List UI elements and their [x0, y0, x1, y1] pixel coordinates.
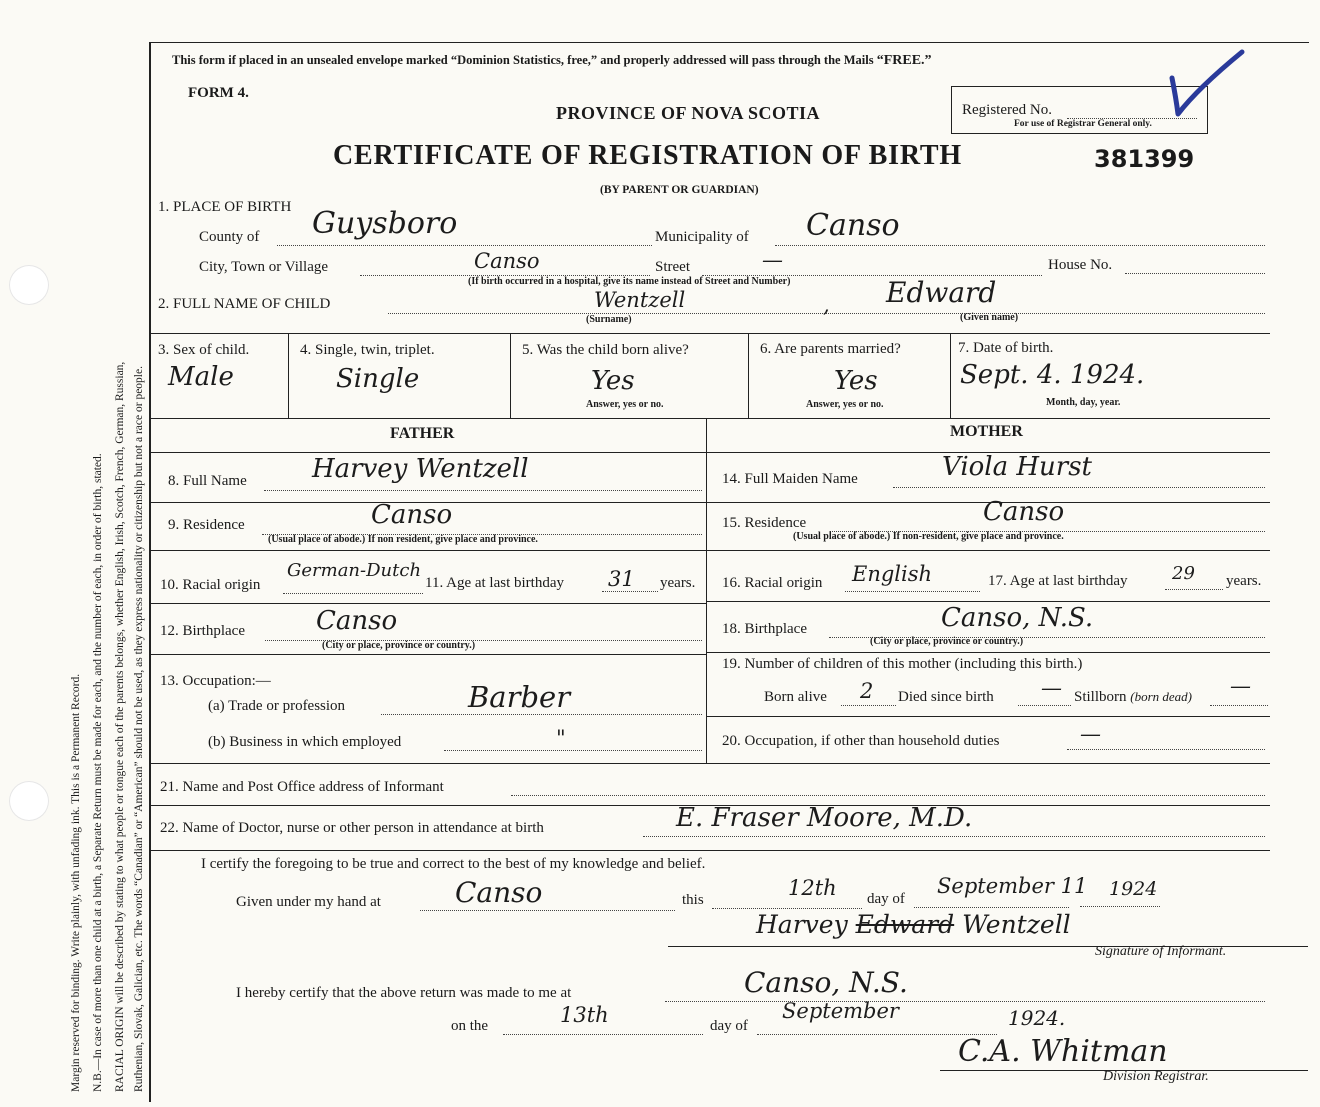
business-label: (b) Business in which employed — [208, 734, 402, 750]
given-at-line — [420, 910, 675, 911]
father-racial-line — [283, 593, 423, 594]
city-label: City, Town or Village — [199, 259, 329, 275]
father-racial-value: German-Dutch — [287, 560, 422, 581]
county-label: County of — [199, 229, 260, 245]
mother-occupation-line — [1067, 749, 1265, 750]
doctor-bottom-rule — [150, 850, 1270, 851]
father-birthplace-label: 12. Birthplace — [160, 623, 245, 639]
given-day-of-label: day of — [867, 891, 905, 907]
mother-name-line — [893, 487, 1265, 488]
given-name-value: Edward — [886, 276, 997, 309]
born-alive-count-label: Born alive — [764, 689, 827, 705]
born-alive-count-value: 2 — [860, 679, 874, 703]
mother-age-value: 29 — [1172, 563, 1195, 584]
died-since-line — [1018, 705, 1071, 706]
mother-residence-value: Canso — [983, 497, 1065, 527]
occupation-label: 13. Occupation:— — [160, 673, 271, 689]
born-dead-text: (born dead) — [1130, 689, 1193, 704]
born-alive-caption: Answer, yes or no. — [586, 399, 664, 410]
municipality-line — [775, 245, 1265, 246]
mother-occupation-value: — — [1080, 722, 1101, 746]
mother-age-label: 17. Age at last birthday — [988, 573, 1128, 589]
returned-month-value: September — [782, 999, 899, 1023]
house-no-label: House No. — [1048, 257, 1113, 273]
certify-statement: I certify the foregoing to be true and correct to the best of my knowledge and belief. — [201, 856, 706, 872]
sex-value: Male — [168, 362, 234, 392]
dob-caption: Month, day, year. — [1046, 397, 1121, 408]
municipality-value: Canso — [806, 208, 900, 243]
margin-note-1: Margin reserved for binding. Write plainly, with unfading ink. This is a Permanent Record. — [70, 673, 82, 1092]
died-since-value: — — [1041, 676, 1062, 700]
top-rule — [149, 42, 1309, 43]
street-value: — — [762, 248, 783, 272]
divider-6 — [950, 333, 951, 418]
given-year-value: 1924 — [1109, 878, 1158, 900]
mother-rule-3 — [706, 550, 1270, 551]
doctor-line — [643, 836, 1265, 837]
mother-rule-4 — [706, 601, 1270, 602]
sex-label: 3. Sex of child. — [158, 342, 250, 358]
mother-racial-line — [845, 591, 980, 592]
margin-note-2: N.B.—In case of more than one child at a birth, a Separate Return must be made for each, and the number of each, in order of birth, stated. — [92, 453, 104, 1092]
dob-value: Sept. 4. 1924. — [960, 360, 1145, 390]
informant-signature — [756, 910, 1071, 939]
mother-abode-note: (Usual place of abode.) If non-resident, give place and province. — [793, 531, 1064, 542]
father-name-label: 8. Full Name — [168, 473, 247, 489]
given-year-line — [1080, 906, 1160, 907]
divider-5 — [748, 333, 749, 418]
city-value: Canso — [474, 249, 540, 273]
municipality-label: Municipality of — [655, 229, 749, 245]
father-age-line — [602, 591, 658, 592]
father-rule-4 — [150, 603, 706, 604]
father-abode-note: (Usual place of abode.) If non resident, give place and province. — [268, 534, 538, 545]
row-bottom-rule — [150, 418, 1270, 419]
stillborn-text: Stillborn — [1074, 689, 1127, 705]
stillborn-line — [1210, 705, 1268, 706]
on-the-label: on the — [451, 1018, 489, 1034]
returned-at-value: Canso, N.S. — [744, 966, 908, 999]
born-alive-label: 5. Was the child born alive? — [522, 342, 689, 358]
father-name-line — [264, 490, 702, 491]
signature-struck: Edward — [855, 910, 955, 939]
father-rule-5 — [150, 654, 706, 655]
certificate-title: CERTIFICATE OF REGISTRATION OF BIRTH — [333, 140, 962, 171]
returned-at-line — [665, 1001, 1265, 1002]
father-racial-label: 10. Racial origin — [160, 577, 261, 593]
returned-year-value: 1924. — [1008, 1006, 1066, 1030]
divider-3 — [288, 333, 289, 418]
business-value: " — [556, 726, 566, 750]
given-at-value: Canso — [455, 876, 543, 909]
mother-city-note: (City or place, province or country.) — [870, 636, 1024, 647]
mother-racial-value: English — [852, 562, 933, 586]
certificate-number: 381399 — [1094, 145, 1195, 173]
informant-signature-caption: Signature of Informant. — [1095, 944, 1227, 959]
returned-day-value: 13th — [560, 1003, 609, 1027]
province-heading: PROVINCE OF NOVA SCOTIA — [556, 103, 821, 123]
informant-label: 21. Name and Post Office address of Informant — [160, 779, 444, 795]
father-residence-label: 9. Residence — [168, 517, 245, 533]
registrar-signature: C.A. Whitman — [958, 1034, 1168, 1069]
mother-occupation-label: 20. Occupation, if other than household duties — [722, 733, 1000, 749]
binding-hole-top — [9, 265, 49, 305]
given-day-value: 12th — [788, 876, 837, 900]
married-label: 6. Are parents married? — [760, 341, 901, 357]
given-day-line — [712, 908, 862, 909]
postal-note: This form if placed in an unsealed envelope marked “Dominion Statistics, free,” and properly addressed will pass through the Mails “FREE.” — [172, 53, 932, 68]
mother-rule-5 — [706, 652, 1270, 653]
mother-birthplace-label: 18. Birthplace — [722, 621, 807, 637]
row-top-rule — [150, 333, 1270, 334]
division-registrar-caption: Division Registrar. — [1103, 1069, 1209, 1084]
father-city-note: (City or place, province or country.) — [322, 640, 476, 651]
mother-birthplace-value: Canso, N.S. — [941, 603, 1094, 633]
father-birthplace-value: Canso — [316, 606, 398, 636]
divider-4 — [510, 333, 511, 418]
name-comma: , — [823, 293, 830, 317]
street-label: Street — [655, 259, 690, 275]
plurality-label: 4. Single, twin, triplet. — [300, 342, 435, 358]
signature-first: Harvey — [756, 910, 848, 939]
stillborn-value: — — [1230, 674, 1251, 698]
check-mark-icon — [1168, 48, 1248, 123]
surname-value: Wentzell — [594, 288, 686, 312]
hospital-note: (If birth occurred in a hospital, give its name instead of Street and Number) — [468, 276, 791, 287]
plurality-value: Single — [336, 364, 420, 394]
mother-residence-label: 15. Residence — [722, 515, 807, 531]
county-value: Guysboro — [312, 206, 458, 241]
married-value: Yes — [834, 366, 878, 396]
margin-note-4: Ruthenian, Slovak, Galician, etc. The words “Canadian” or “American” should not be used, as they express nationality or citizenship but not a race or people. — [133, 366, 145, 1092]
given-month-value: September 11 — [937, 874, 1088, 898]
given-month-line — [914, 907, 1069, 908]
stillborn-label — [1074, 689, 1192, 706]
house-no-line — [1125, 273, 1265, 274]
married-caption: Answer, yes or no. — [806, 399, 884, 410]
mother-name-value: Viola Hurst — [942, 452, 1093, 482]
father-years-label: years. — [660, 575, 696, 591]
binding-hole-bottom — [9, 781, 49, 821]
born-alive-count-line — [841, 705, 896, 706]
business-line — [444, 750, 702, 751]
died-since-label: Died since birth — [898, 689, 994, 705]
given-name-caption: (Given name) — [960, 312, 1019, 323]
father-age-value: 31 — [608, 567, 635, 591]
mother-age-line — [1165, 589, 1223, 590]
father-rule-1 — [150, 452, 706, 453]
informant-line — [511, 795, 1265, 796]
given-under-label: Given under my hand at — [236, 894, 381, 910]
certificate-subtitle: (BY PARENT OR GUARDIAN) — [600, 184, 759, 196]
county-line — [277, 245, 652, 246]
father-heading: FATHER — [390, 425, 455, 442]
mother-heading: MOTHER — [950, 423, 1023, 440]
margin-note-3: RACIAL ORIGIN will be described by stating to what people or tongue each of the parents belongs, whether English, Irish, Scotch, French, German, Russian, — [114, 361, 126, 1092]
mother-rule-6 — [706, 716, 1270, 717]
dob-label: 7. Date of birth. — [958, 340, 1054, 356]
born-alive-value: Yes — [591, 366, 635, 396]
hereby-label: I hereby certify that the above return was made to me at — [236, 985, 572, 1001]
place-of-birth-label: 1. PLACE OF BIRTH — [158, 199, 292, 215]
father-residence-value: Canso — [371, 500, 453, 530]
margin-rule — [149, 42, 151, 1102]
children-label: 19. Number of children of this mother (including this birth.) — [722, 656, 1083, 672]
informant-top-rule — [150, 763, 1270, 764]
registered-label: Registered No. — [962, 102, 1052, 118]
signature-last: Wentzell — [962, 910, 1071, 939]
mother-racial-label: 16. Racial origin — [722, 575, 823, 591]
registrar-use-note: For use of Registrar General only. — [1014, 119, 1152, 129]
trade-line — [381, 714, 702, 715]
trade-value: Barber — [468, 680, 571, 714]
father-age-label: 11. Age at last birthday — [425, 575, 564, 591]
doctor-value: E. Fraser Moore, M.D. — [676, 803, 973, 833]
father-name-value: Harvey Wentzell — [312, 454, 529, 484]
form-number: FORM 4. — [188, 85, 249, 101]
full-name-label: 2. FULL NAME OF CHILD — [158, 296, 331, 312]
returned-day-of-label: day of — [710, 1018, 748, 1034]
father-rule-3 — [150, 550, 706, 551]
parents-divider — [706, 418, 707, 763]
given-this-label: this — [682, 892, 704, 908]
mother-name-label: 14. Full Maiden Name — [722, 471, 858, 487]
surname-caption: (Surname) — [586, 314, 632, 325]
mother-years-label: years. — [1226, 573, 1262, 589]
doctor-label: 22. Name of Doctor, nurse or other person in attendance at birth — [160, 820, 544, 836]
returned-day-line — [503, 1034, 703, 1035]
trade-label: (a) Trade or profession — [208, 698, 346, 714]
